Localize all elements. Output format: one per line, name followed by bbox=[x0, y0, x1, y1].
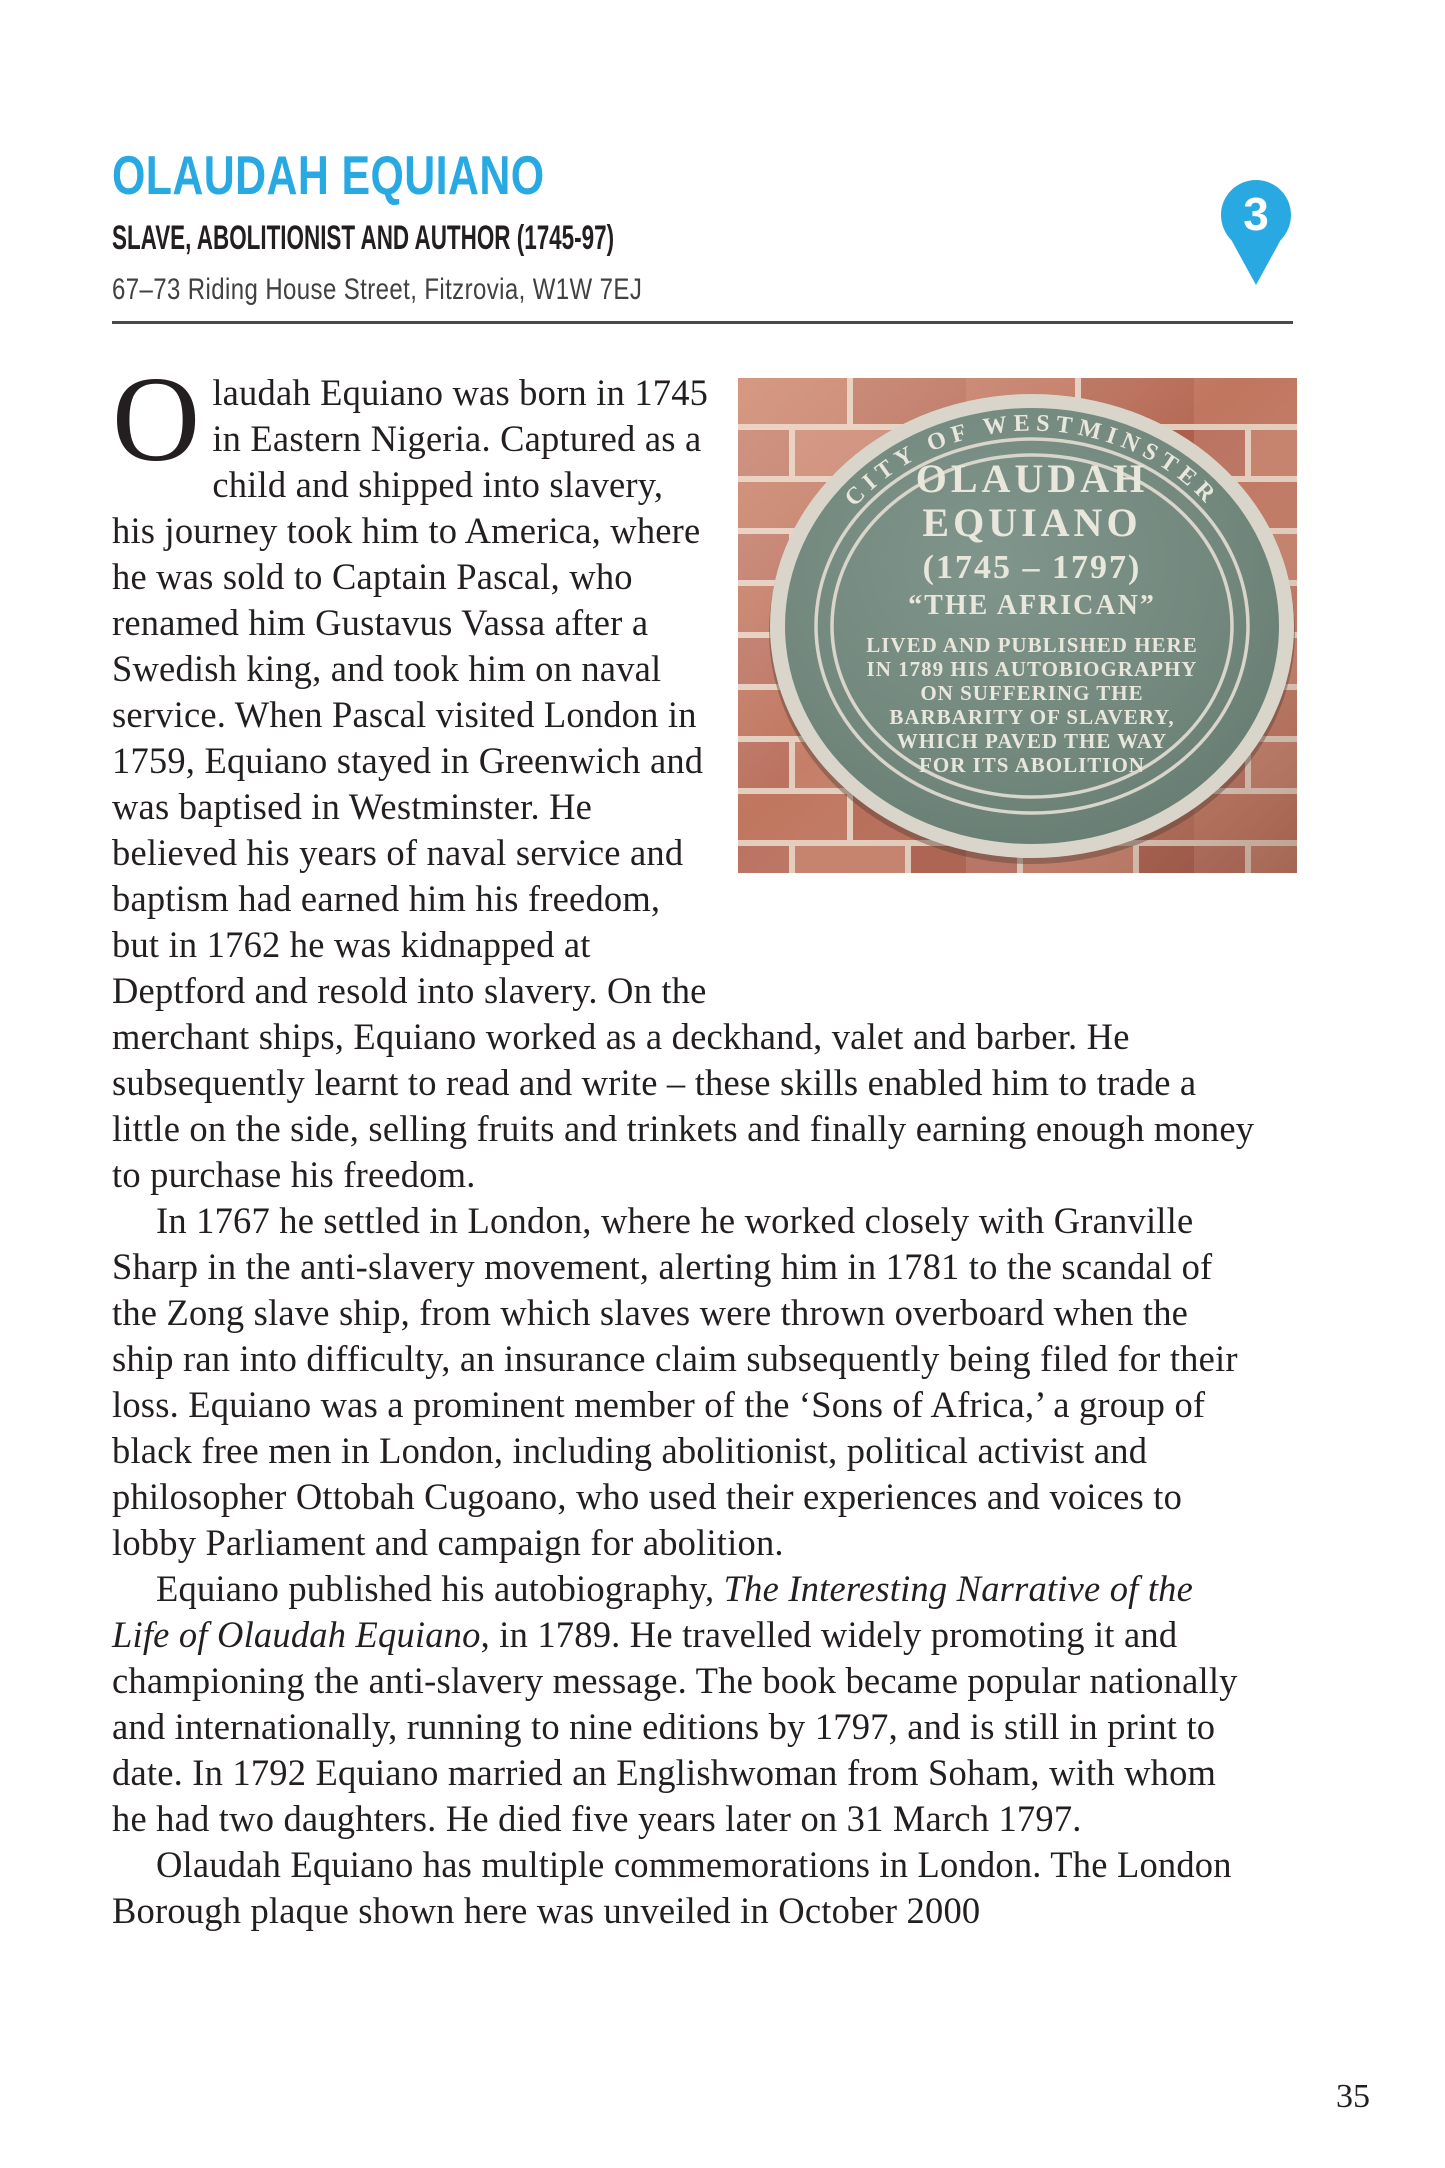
map-pin-number: 3 bbox=[1243, 188, 1269, 240]
plaque-dates: (1745 – 1797) bbox=[922, 549, 1142, 586]
plaque-body-line: FOR ITS ABOLITION bbox=[919, 753, 1145, 777]
paragraph-3 bbox=[112, 1566, 1257, 1842]
paragraph-4 bbox=[112, 1842, 1257, 1934]
paragraph-4-text: Olaudah Equiano has multiple commemorations in London. The London Borough plaque shown here was unveiled in October 2000 bbox=[112, 1844, 1232, 1931]
paragraph-3-text-after: , in 1789. He travelled widely promoting it and championing the anti-slavery message. The book became popular nationally and internationally, running to nine editions by 1797, and is still in print to date. In 1792 Equiano married an Englishwoman from Soham, with whom he had two daughters. He died five years later on 31 March 1797. bbox=[112, 1614, 1238, 1839]
entry-address bbox=[112, 275, 1293, 305]
paragraph-2 bbox=[112, 1198, 1257, 1566]
plaque-photo bbox=[738, 378, 1297, 873]
plaque-photo-figure bbox=[738, 378, 1297, 873]
paragraph-1-text: laudah Equiano was born in 1745 in Eastern Nigeria. Captured as a child and shipped into slavery, his journey took him to America, where he was sold to Captain Pascal, who renamed him Gustavus Vassa after a Swedish king, and took him on naval service. When Pascal visited London in 1759, Equiano stayed in Greenwich and was baptised in Westminster. He believed his years of naval service and baptism had earned him his freedom, but in 1762 he was kidnapped at Deptford and resold into slavery. On the merchant ships, Equiano worked as a deckhand, valet and barber. He subsequently learnt to read and write – these skills enabled him to trade a little on the side, selling fruits and trinkets and finally earning enough money to purchase his freedom. bbox=[112, 372, 1255, 1195]
plaque-body-line: ON SUFFERING THE bbox=[920, 681, 1144, 705]
map-pin-icon bbox=[1218, 178, 1294, 288]
header-divider bbox=[112, 321, 1293, 324]
plaque-body-line: LIVED AND PUBLISHED HERE bbox=[866, 633, 1198, 657]
book-title-italic: The Interesting Narrative of the Life of Olaudah Equiano bbox=[112, 1568, 1194, 1655]
plaque-name-line2: EQUIANO bbox=[922, 500, 1142, 545]
plaque-body-line: WHICH PAVED THE WAY bbox=[896, 729, 1168, 753]
plaque-body-line: IN 1789 HIS AUTOBIOGRAPHY bbox=[866, 657, 1198, 681]
drop-cap: O bbox=[112, 352, 201, 487]
plaque-epithet: “THE AFRICAN” bbox=[908, 590, 1156, 621]
entry-subtitle-text: SLAVE, ABOLITIONIST AND AUTHOR (1745-97) bbox=[112, 219, 615, 257]
entry-header bbox=[112, 144, 1293, 306]
article-body bbox=[112, 352, 1257, 1934]
page-number: 35 bbox=[1336, 2078, 1370, 2115]
plaque-name-line1: OLAUDAH bbox=[915, 456, 1149, 501]
plaque-arc-text: CITY OF WESTMINSTER bbox=[839, 410, 1225, 512]
paragraph-2-text: In 1767 he settled in London, where he worked closely with Granville Sharp in the anti-slavery movement, alerting him in 1781 to the scandal of the Zong slave ship, from which slaves were thrown overboard when the ship ran into difficulty, an insurance claim subsequently being filed for their loss. Equiano was a prominent member of the ‘Sons of Africa,’ a group of black free men in London, including abolitionist, political activist and philosopher Ottobah Cugoano, who used their experiences and voices to lobby Parliament and campaign for abolition. bbox=[112, 1200, 1238, 1563]
entry-subtitle bbox=[112, 221, 1293, 255]
paragraph-3-text-before: Equiano published his autobiography, bbox=[156, 1568, 724, 1609]
page-title-text: OLAUDAH EQUIANO bbox=[112, 144, 545, 206]
entry-address-text: 67–73 Riding House Street, Fitzrovia, W1W 7EJ bbox=[112, 273, 643, 306]
plaque-body-line: BARBARITY OF SLAVERY, bbox=[889, 705, 1175, 729]
page-title bbox=[112, 144, 1293, 206]
